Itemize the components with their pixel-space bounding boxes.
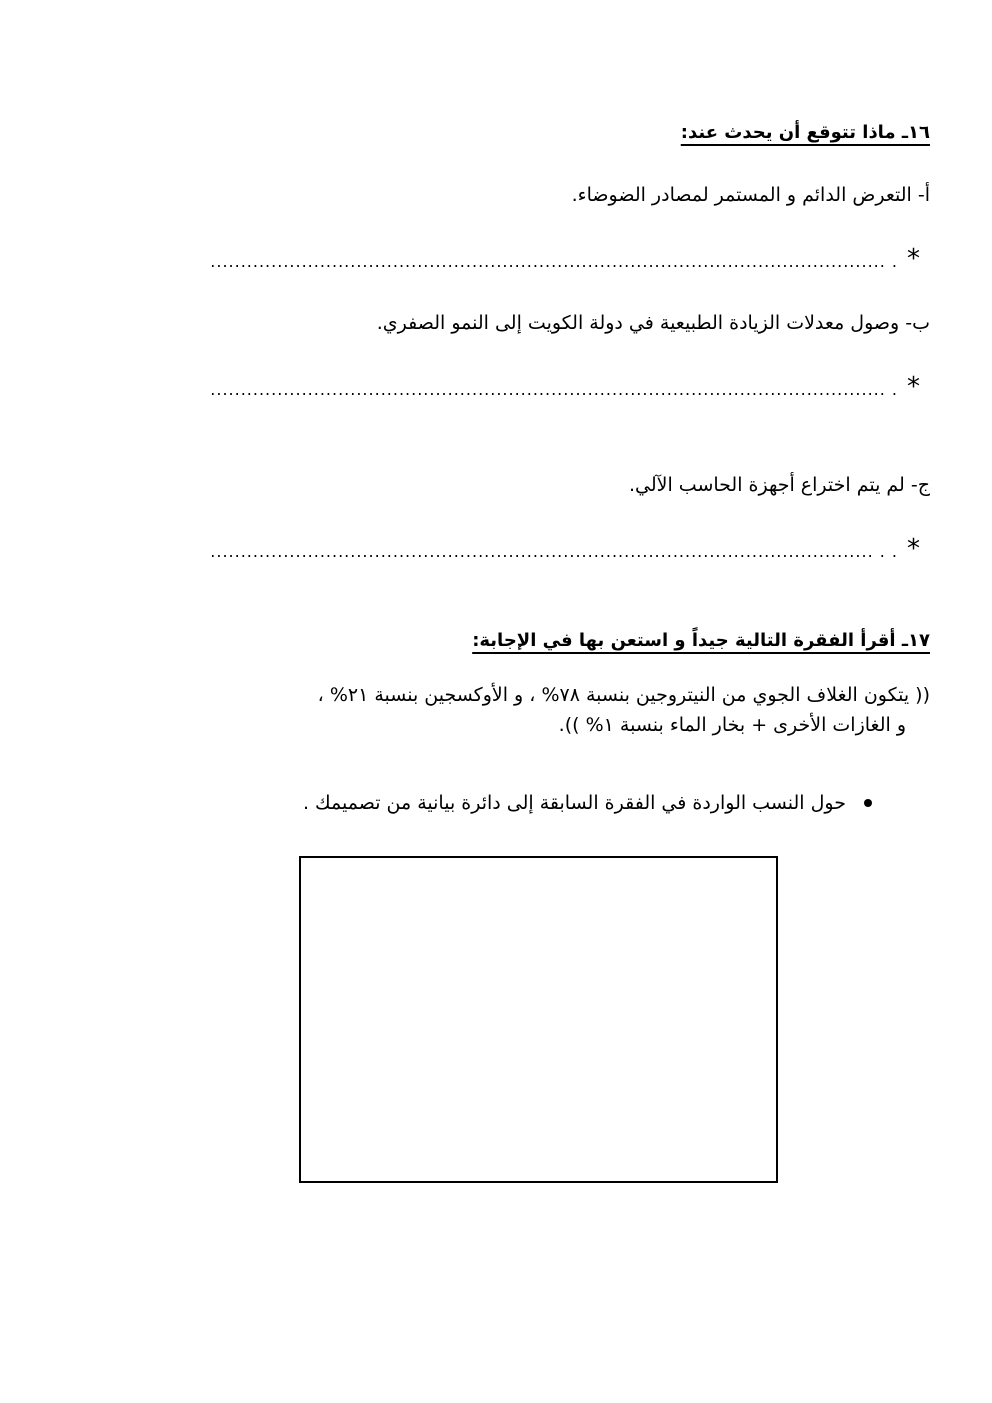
question-16-heading: ١٦ـ ماذا تتوقع أن يحدث عند: — [680, 122, 930, 143]
bullet-icon — [864, 799, 872, 807]
question-16-item-b: ب- وصول معدلات الزيادة الطبيعية في دولة الكويت إلى النمو الصفري. — [376, 312, 930, 334]
answer-dots-b: ............................................................................................................... . — [210, 380, 898, 399]
question-16-item-c: ج- لم يتم اختراع أجهزة الحاسب الآلي. — [628, 474, 930, 496]
question-16-item-a: أ- التعرض الدائم و المستمر لمصادر الضوضاء. — [571, 184, 930, 206]
answer-star-b: * — [907, 372, 920, 402]
answer-dots-c: ............................................................................................................. . . — [210, 542, 898, 561]
answer-line-b[interactable] — [102, 372, 920, 406]
pie-chart-drawing-area[interactable] — [299, 856, 778, 1183]
question-17-paragraph-line-2: و الغازات الأخرى + بخار الماء بنسبة ١% )). — [558, 714, 906, 736]
answer-line-a[interactable] — [102, 244, 920, 278]
answer-star-c: * — [907, 534, 920, 564]
question-17-instruction — [303, 792, 872, 814]
question-17-heading: ١٧ـ أقرأ الفقرة التالية جيداً و استعن بها في الإجابة: — [472, 630, 930, 651]
question-17-paragraph-line-1: (( يتكون الغلاف الجوي من النيتروجين بنسبة ٧٨% ، و الأوكسجين بنسبة ٢١% ، — [317, 684, 930, 706]
answer-dots-a: ............................................................................................................... . — [210, 252, 898, 271]
instruction-text: حول النسب الواردة في الفقرة السابقة إلى دائرة بيانية من تصميمك . — [302, 792, 846, 814]
answer-star-a: * — [907, 244, 920, 274]
answer-line-c[interactable] — [102, 534, 920, 568]
